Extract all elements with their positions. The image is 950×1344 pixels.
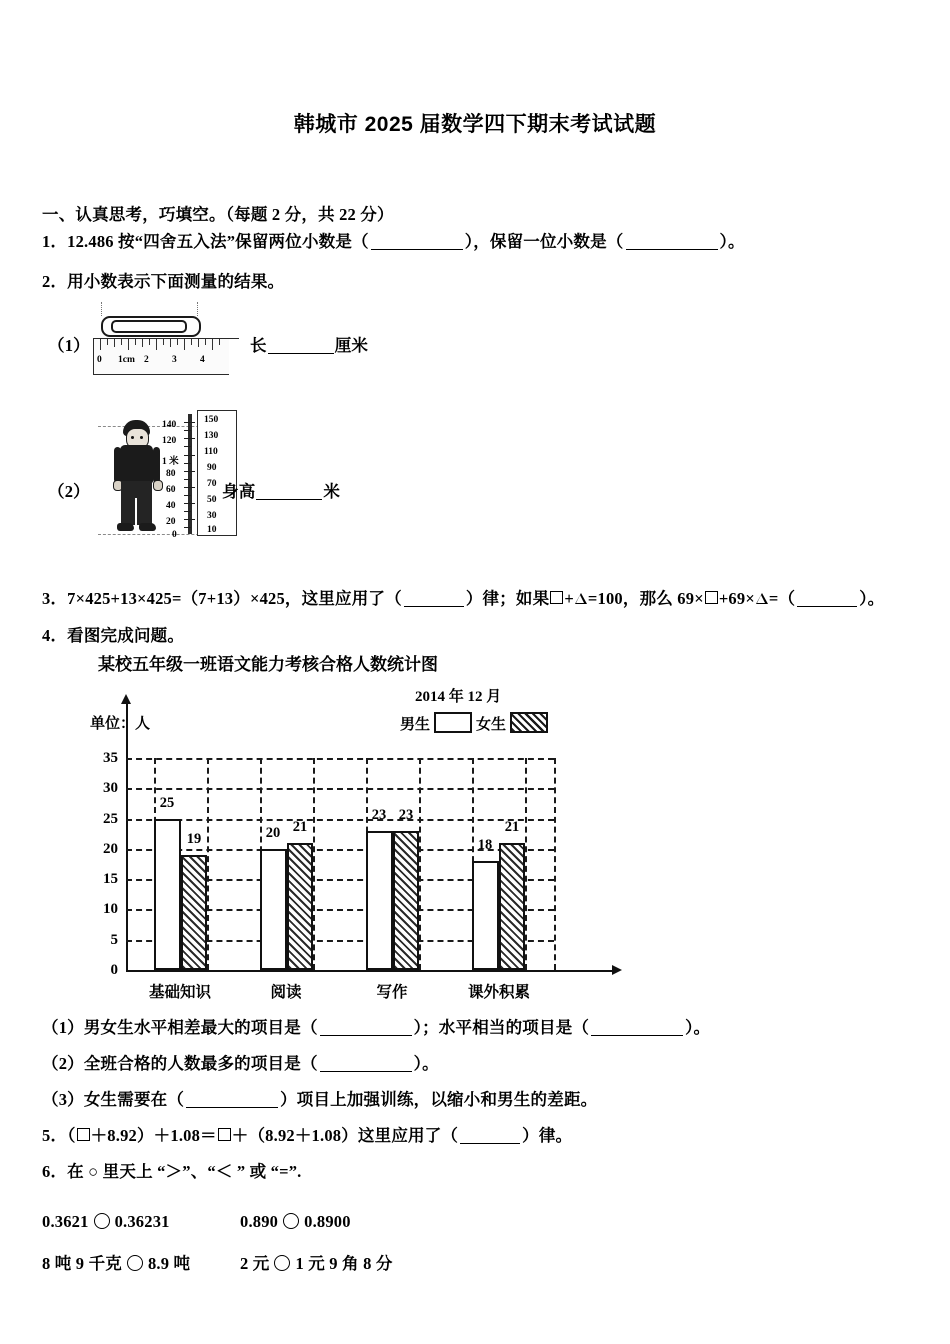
ruler-tick-2: 2: [144, 355, 149, 365]
gridline-v-4: [313, 758, 315, 970]
height-answer-suffix: 米: [323, 482, 341, 501]
x-axis: [126, 970, 614, 972]
ruler-tick-4: 4: [200, 355, 205, 365]
q5-part2: ＋8.92）＋1.08＝: [90, 1126, 217, 1145]
question-6-row-1a: [42, 1212, 170, 1232]
q6-r3-right: 8.9 吨: [147, 1254, 191, 1273]
q4-3-part-b: ）项目上加强训练，以缩小和男生的差距。: [280, 1090, 598, 1109]
height-right-10: 10: [207, 525, 217, 535]
bar-girls-0: [181, 855, 207, 970]
y-tick-5: 5: [110, 931, 118, 948]
height-right-90: 90: [207, 463, 217, 473]
q3-part1: 3．7×425+13×425=（7+13）×425，这里应用了（: [42, 589, 402, 608]
q1-blank-2[interactable]: [626, 249, 718, 250]
bar-chart: [60, 650, 620, 1005]
y-tick-15: 15: [103, 871, 118, 888]
q1-suffix: ）。: [719, 232, 745, 251]
gridline-v-9: [554, 758, 556, 970]
gridline-v-6: [419, 758, 421, 970]
height-board: [197, 410, 237, 536]
height-right-30: 30: [207, 511, 217, 521]
q4-1-part-a: （1）男女生水平相差最大的项目是（: [42, 1018, 318, 1037]
paperclip-icon: [101, 314, 199, 336]
legend-label-girls: 女生: [476, 717, 507, 733]
category-label-2: 写作: [376, 984, 408, 1001]
q3-part3: +: [564, 589, 574, 608]
gridline-h-30: [126, 788, 554, 790]
child-illustration: [108, 420, 166, 538]
question-4-sub-2: [42, 1050, 439, 1074]
q5-blank-1[interactable]: [460, 1143, 520, 1144]
y-axis: [126, 703, 128, 970]
q5-part4: ）律。: [522, 1126, 573, 1145]
y-tick-10: 10: [103, 901, 118, 918]
height-right-150: 150: [204, 415, 219, 425]
q3-part5: +69×: [718, 589, 755, 608]
q1-prefix: 1．12.486 按“四舍五入法”保留两位小数是（: [42, 232, 369, 251]
gridline-h-35: [126, 758, 554, 760]
q4-1-part-b: ）；水平相当的项目是（: [413, 1018, 590, 1037]
q1-blank-1[interactable]: [371, 249, 463, 250]
q5-part1: 5．（: [42, 1126, 76, 1145]
q3-triangle-icon-2: [756, 593, 768, 604]
bar-girls-1: [287, 843, 313, 970]
q6-r2-right: 0.8900: [304, 1212, 351, 1231]
q4-1-blank-1[interactable]: [320, 1035, 412, 1036]
q6-circle-4[interactable]: [274, 1255, 290, 1271]
section-heading: 一、认真思考，巧填空。（每题 2 分，共 22 分）: [42, 205, 394, 224]
category-label-3: 课外积累: [467, 984, 530, 1001]
q6-r3-left: 8 吨 9 千克: [42, 1254, 122, 1273]
question-6-row-2b: [240, 1250, 393, 1274]
q5-square-icon-2: [218, 1128, 231, 1141]
bar-value-boys-2: 23: [371, 807, 387, 823]
bar-value-boys-1: 20: [265, 825, 281, 841]
height-left-120: 120: [162, 436, 177, 446]
q4-2-blank-1[interactable]: [320, 1071, 412, 1072]
height-left-40: 40: [166, 501, 176, 511]
q6-r4-right: 1 元 9 角 8 分: [295, 1254, 393, 1273]
q6-circle-3[interactable]: [127, 1255, 143, 1271]
q4-2-part-a: （2）全班合格的人数最多的项目是（: [42, 1054, 318, 1073]
ruler-answer-suffix: 厘米: [334, 336, 369, 355]
y-axis-arrow-icon: [121, 694, 131, 704]
q6-circle-1[interactable]: [94, 1213, 110, 1229]
q6-circle-2[interactable]: [283, 1213, 299, 1229]
category-label-0: 基础知识: [148, 984, 211, 1001]
q1-middle: ），保留一位小数是（: [464, 232, 624, 251]
bar-girls-3: [499, 843, 525, 970]
category-label-1: 阅读: [270, 984, 302, 1001]
chart-legend: [400, 712, 552, 734]
bar-value-girls-2: 23: [398, 807, 414, 823]
q3-part6: =（: [768, 589, 796, 608]
bar-boys-2: [366, 831, 393, 970]
height-left-20: 20: [166, 517, 176, 527]
q5-part3: ＋（8.92＋1.08）这里应用了（: [231, 1126, 459, 1145]
bar-boys-3: [472, 861, 499, 970]
question-6-row-2a: [42, 1250, 190, 1274]
height-answer-blank[interactable]: [256, 499, 322, 500]
gridline-v-8: [525, 758, 527, 970]
question-6-row-1b: [240, 1212, 351, 1232]
q5-square-icon-1: [77, 1128, 90, 1141]
ruler-tick-0: 0: [97, 355, 102, 365]
q3-square-icon-1: [550, 591, 563, 604]
legend-swatch-girls: [510, 712, 548, 733]
question-6-prompt: 6．在 ○ 里天上 “＞”、“＜ ” 或 “=”.: [42, 1162, 302, 1181]
y-tick-25: 25: [103, 810, 118, 827]
question-4-prompt: 4．看图完成问题。: [42, 626, 185, 645]
q3-part4: =100，那么 69×: [587, 589, 704, 608]
q4-3-blank-1[interactable]: [186, 1107, 278, 1108]
bar-value-boys-3: 18: [477, 837, 493, 853]
q6-r1-left: 0.3621: [42, 1212, 89, 1231]
height-left-1m: 1 米: [162, 457, 179, 467]
height-answer-prefix: 身高: [222, 482, 256, 501]
ruler-answer-prefix: 长: [250, 336, 267, 355]
q3-square-icon-2: [705, 591, 718, 604]
height-left-80: 80: [166, 469, 176, 479]
q6-r4-left: 2 元: [240, 1254, 270, 1273]
question-4-sub-1: [42, 1014, 710, 1038]
ruler-body: [93, 338, 239, 375]
q2-item-1-label: （1）: [48, 336, 90, 355]
q3-part7: ）。: [859, 589, 885, 608]
bar-value-girls-3: 21: [504, 819, 520, 835]
q4-3-part-a: （3）女生需要在（: [42, 1090, 185, 1109]
question-3: [42, 585, 884, 609]
ruler-answer-blank[interactable]: [268, 353, 334, 354]
q6-r2-left: 0.890: [240, 1212, 279, 1231]
y-tick-35: 35: [103, 750, 118, 766]
bar-value-girls-0: 19: [186, 831, 202, 847]
ruler-tick-1cm: 1cm: [118, 355, 135, 365]
q3-blank-2[interactable]: [797, 606, 857, 607]
q3-part2: ）律；如果: [465, 589, 550, 608]
chart-subtitle: 2014 年 12 月: [415, 689, 502, 705]
question-1: [42, 228, 745, 252]
legend-label-boys: 男生: [400, 717, 431, 733]
gridline-h-25: [126, 819, 554, 821]
q2-item-2-label: （2）: [48, 482, 90, 501]
q4-1-blank-2[interactable]: [591, 1035, 683, 1036]
legend-swatch-boys: [434, 712, 472, 733]
gridline-v-2: [207, 758, 209, 970]
height-right-130: 130: [204, 431, 219, 441]
height-left-140: 140: [162, 420, 177, 430]
bar-value-girls-1: 21: [292, 819, 308, 835]
height-right-50: 50: [207, 495, 217, 505]
y-tick-30: 30: [103, 780, 118, 797]
q3-blank-1[interactable]: [404, 606, 464, 607]
bar-girls-2: [393, 831, 419, 970]
q2-item-1-answer: [250, 332, 368, 356]
q6-r1-right: 0.36231: [114, 1212, 170, 1231]
q2-item-2-answer: [222, 478, 340, 502]
q4-1-part-c: ）。: [685, 1018, 711, 1037]
height-right-70: 70: [207, 479, 217, 489]
q3-triangle-icon-1: [575, 593, 587, 604]
y-tick-0: 0: [110, 962, 118, 978]
question-2-prompt: 2．用小数表示下面测量的结果。: [42, 272, 285, 291]
y-tick-20: 20: [103, 840, 118, 857]
x-axis-arrow-icon: [612, 965, 622, 975]
ruler-tick-3: 3: [172, 355, 177, 365]
height-left-60: 60: [166, 485, 176, 495]
chart-unit-label: 单位：人: [90, 716, 151, 732]
bar-boys-1: [260, 849, 287, 970]
height-left-0: 0: [172, 530, 177, 540]
page-title: 韩城市 2025 届数学四下期末考试试题: [293, 113, 657, 136]
bar-value-boys-0: 25: [159, 795, 175, 811]
question-4-sub-3: [42, 1086, 597, 1110]
q4-2-part-b: ）。: [413, 1054, 439, 1073]
question-5: [42, 1122, 572, 1146]
chart-title: 某校五年级一班语文能力考核合格人数统计图: [98, 655, 438, 674]
ruler-figure: [93, 314, 245, 378]
chart-plot-area: [103, 750, 602, 1001]
height-right-110: 110: [204, 447, 218, 457]
